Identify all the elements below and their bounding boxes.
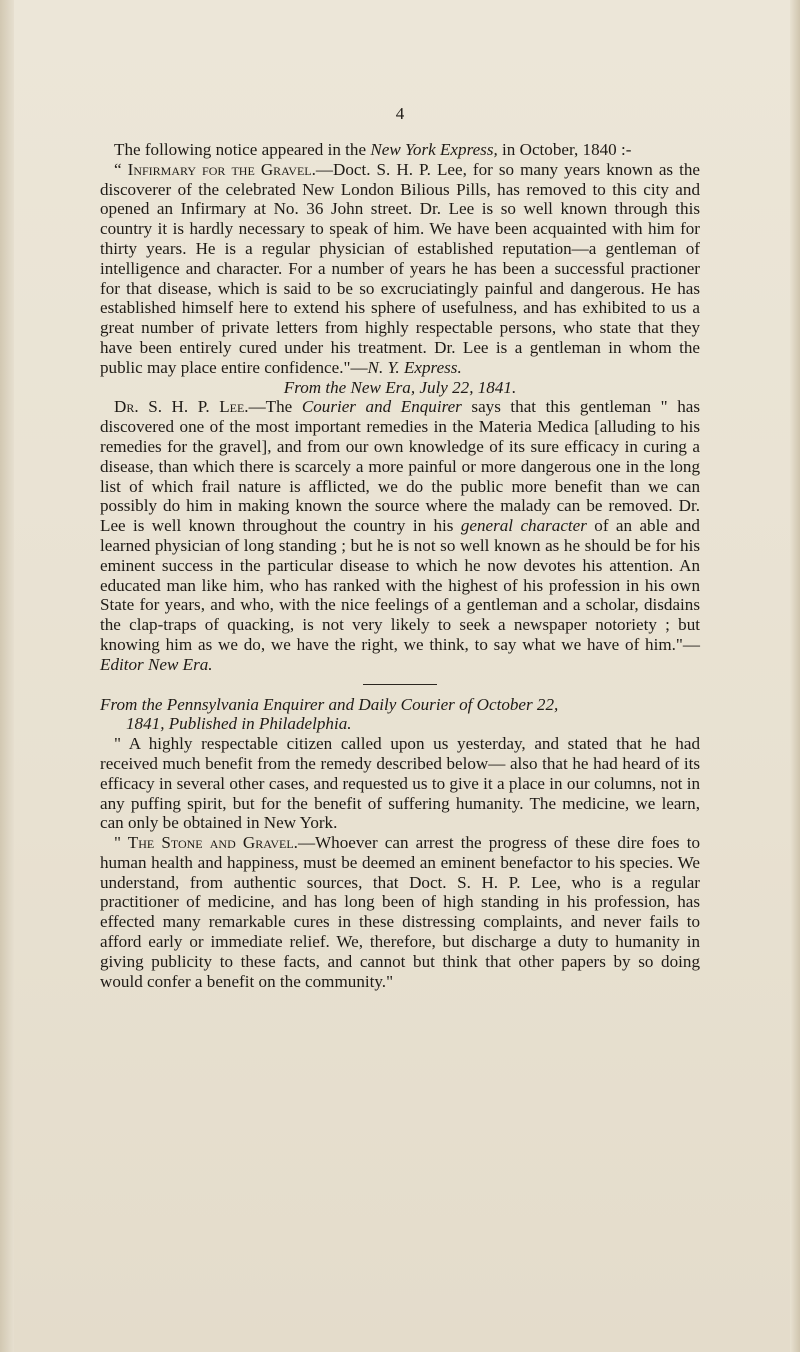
pennsylvania-paragraph-1: " A highly respectable citizen called upon us yesterday, and stated that he had received much benefit from the remedy described below— also that he had heard of its efficacy in several other cases, and requested us to give it a place in our columns, not in any puffing spirit, but for the benefit of suffering humanity. The medicine, we learn, can only be obtained in New York. <box>100 734 700 833</box>
express-notice-source: N. Y. Express. <box>367 357 462 377</box>
new-era-lead: Dr. S. H. P. Lee. <box>114 397 249 417</box>
new-era-text-3: of an able and learned physician of long standing ; but he is not so well known as he should be for his eminent success in the particular disease to which he now devotes his attention. An educated man like him, who has ranked with the highest of his profession in his own State for years, and who, with the nice feelings of a gentleman and a scholar, disdains the clap-traps of quacking, is not very likely to seek a newspaper notoriety ; but knowing him as we do, we have the right, we think, to say what we have of him."— <box>100 516 700 654</box>
intro-date: in October, 1840 :- <box>502 140 632 159</box>
intro-paper: New York Express, <box>370 140 498 159</box>
new-era-heading: From the New Era, July 22, 1841. <box>283 377 517 397</box>
new-era-text-2: says that this gentleman " has discovered one of the most important remedies in the Materia Medica [alluding to his remedies for the gravel], and from our own knowledge of its sure efficacy in curing a disease, than which there is scarcely a more painful or more dangerous one in the long list of which frail nature is afflicted, we do the public more benefit than we can possibly do him in making known the source where the malady can be removed. Dr. Lee is well known throughout the country in his <box>100 397 701 536</box>
stone-gravel-lead: " The Stone and Gravel. <box>114 833 298 853</box>
new-era-text-1: —The <box>248 397 302 417</box>
page-number: 4 <box>395 104 405 123</box>
section-divider <box>363 684 437 685</box>
new-era-source: Editor New Era. <box>100 654 213 674</box>
intro-paragraph <box>100 140 700 160</box>
express-notice-lead: Infirmary for the Gravel. <box>127 159 316 179</box>
stone-gravel-body: —Whoever can arrest the progress of these dire foes to human health and happiness, must be deemed an eminent benefactor to his species. We understand, from authentic sources, that Doct. S. H. P. Lee, who is a regular practitioner of medicine, and has long been of high standing in his profession, has effected many remarkable cures in these distressing complaints, and never fails to afford early or immediate relief. We, therefore, but discharge a duty to humanity in giving publicity to these facts, and cannot but think that other papers by so doing would confer a benefit on the community." <box>100 833 700 991</box>
new-era-paragraph <box>100 397 700 674</box>
page-right-edge <box>790 0 800 1352</box>
pennsylvania-paragraph-2 <box>100 833 700 991</box>
new-era-emphasis: general character <box>460 516 587 536</box>
page-left-edge <box>0 0 14 1352</box>
express-notice-body: —Doct. S. H. P. Lee, for so many years known as the discoverer of the celebrated New London Bilious Pills, has removed to this city and opened an Infirmary at No. 36 John street. Dr. Lee is so well known through this country it is hardly necessary to speak of him. We have been acquainted with him for thirty years. He is a regular physician of established reputation—a gentleman of intelligence and character. For a number of years he has been a successful practioner for that disease, which is said to be so excruciatingly painful and dangerous. He has established himself here to extend his sphere of usefulness, and has exhibited to us a great number of private letters from highly respectable persons, who state that they have been entirely cured under his treatment. Dr. Lee is a gentleman in whom the public may place entire confidence."— <box>100 159 700 377</box>
page-text <box>100 140 700 991</box>
intro-line: The following notice appeared in the <box>114 140 367 159</box>
pennsylvania-heading-1: From the Pennsylvania Enquirer and Daily Courier of October 22, <box>100 694 559 714</box>
express-notice: “ Infirmary for the Gravel.—Doct. S. H. P. Lee, for so many years known as the discoverer of the celebrated New London Bilious Pills, has removed to this city and opened an Infirmary at No. 36 John street. Dr. Lee is so well known through this country it is hardly necessary to speak of him. We have been acquainted with him for thirty years. He is a regular physician of established reputation—a gentleman of intelligence and character. For a number of years he has been a successful practioner for that disease, which is said to be so excruciatingly painful and dangerous. He has established himself here to extend his sphere of usefulness, and has exhibited to us a great number of private letters from highly respectable persons, who state that they have been entirely cured under his treatment. Dr. Lee is a gentleman in whom the public may place entire confidence."—N. Y. Express. <box>100 159 700 377</box>
pennsylvania-heading-2: 1841, Published in Philadelphia. <box>126 714 352 734</box>
new-era-paper: Courier and Enquirer <box>301 397 462 417</box>
